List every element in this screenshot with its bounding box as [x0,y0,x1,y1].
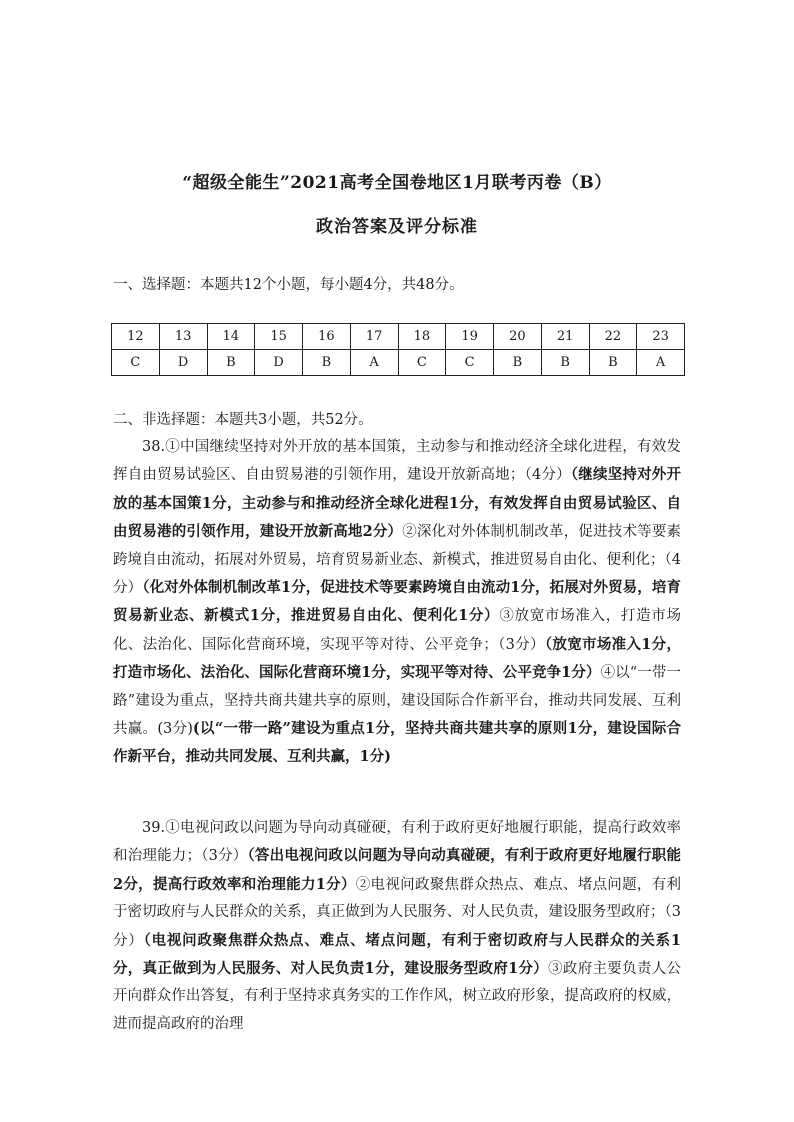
q38-scoring-2: （化对外体制机制改革1分，促进技术等要素跨境自由流动1分，拓展对外贸易，培育贸易新业态、新模式1分，推进贸易自由化、便利化1分） [113,579,681,625]
question-number-cell: 12 [112,324,160,350]
answer-cell: B [541,350,589,376]
section-2-heading: 二、非选择题：本题共3小题，共52分。 [113,412,373,428]
answer-row [112,350,685,376]
question-number-cell: 15 [255,324,303,350]
q38-scoring-1: （继续坚持对外开放的基本国策1分，主动参与和推动经济全球化进程1分，有效发挥自由贸易试验区、自由贸易港的引领作用，建设开放新高地2分） [113,466,682,541]
q39-point-1: 39.①电视问政以问题为导向动真碰硬，有利于政府更好地履行职能，提高行政效率和治理能力；（3分） [113,820,681,865]
answer-cell: C [446,350,494,376]
question-number-cell: 19 [446,324,494,350]
question-number-cell: 18 [398,324,446,350]
question-39-answer [113,815,681,1038]
q38-point-2: ②深化对外体制机制改革，促进技术等要素跨境自由流动，拓展对外贸易，培育贸易新业态、新模式，推进贸易自由化、便利化；（4分） [113,524,682,597]
document-title: “超级全能生”2021高考全国卷地区1月联考丙卷（B） [182,173,612,193]
q39-scoring-2: （电视问政聚焦群众热点、难点、堵点问题，有利于密切政府与人民群众的关系1分，真正做到为人民服务、对人民负责1分，建设服务型政府1分） [113,931,682,978]
q38-point-4: ④以“一带一路”建设为重点，坚持共商共建共享的原则，建设国际合作新平台，推动共同发展、互利共赢。(3分) [113,665,681,738]
answer-cell: B [303,350,351,376]
answer-cell: A [350,350,398,376]
q38-scoring-3: （放宽市场准入1分，打造市场化、法治化、国际化营商环境1分，实现平等对待、公平竞争1分） [113,635,681,682]
answer-table [111,323,685,376]
answer-cell: B [494,350,542,376]
question-number-cell: 17 [350,324,398,350]
question-number-cell: 23 [637,324,685,350]
question-number-cell: 20 [494,324,542,350]
question-number-cell: 22 [589,324,637,350]
answer-cell: D [159,350,207,376]
q39-point-2: ②电视问政聚焦群众热点、难点、堵点问题，有利于密切政府与人民群众的关系，真正做到为人民服务、对人民负责，建设服务型政府；（3分） [113,876,681,949]
question-number-row [112,324,685,350]
q39-point-3: ③政府主要负责人公开向群众作出答复，有利于坚持求真务实的工作作风，树立政府形象，提高政府的权威，进而提高政府的治理 [113,961,681,1032]
q38-point-3: ③放宽市场准入，打造市场化、法治化、国际化营商环境，实现平等对待、公平竞争；（3分） [113,608,682,653]
question-number-cell: 21 [541,324,589,350]
question-38-answer [113,434,681,772]
question-number-cell: 16 [303,324,351,350]
question-number-cell: 13 [159,324,207,350]
answer-cell: C [112,350,160,376]
answer-cell: D [255,350,303,376]
answer-cell: B [589,350,637,376]
answer-cell: A [637,350,685,376]
answer-cell: B [207,350,255,376]
q39-scoring-1: （答出电视问政以问题为导向动真碰硬，有利于政府更好地履行职能2分，提高行政效率和治理能力1分） [113,847,681,893]
question-number-cell: 14 [207,324,255,350]
document-subtitle: 政治答案及评分标准 [316,217,478,237]
q38-point-1: 38.①中国继续坚持对外开放的基本国策，主动参与和推动经济全球化进程，有效发挥自由贸易试验区、自由贸易港的引领作用，建设开放新高地；（4分） [113,439,681,484]
answer-cell: C [398,350,446,376]
section-1-heading: 一、选择题：本题共12个小题，每小题4分，共48分。 [113,277,464,293]
q38-scoring-4: (以“一带一路”建设为重点1分，坚持共商共建共享的原则1分，建设国际合作新平台，推动共同发展、互利共赢，1分) [113,720,681,766]
